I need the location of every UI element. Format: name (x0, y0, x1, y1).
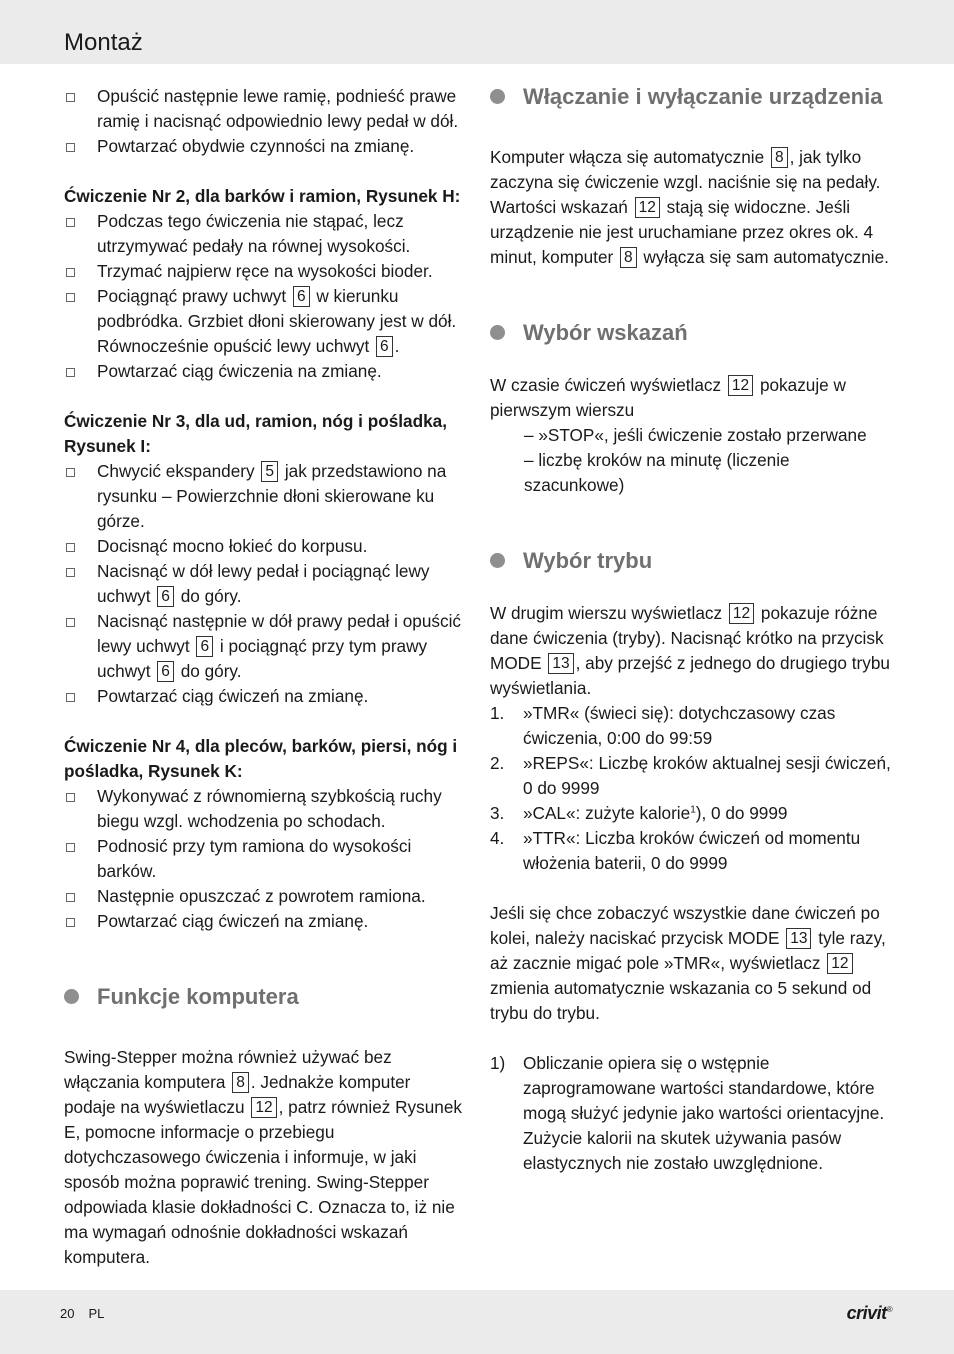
list-item (490, 751, 894, 801)
item-number: 3. (490, 803, 505, 823)
brand-logo: crivit® (846, 1303, 892, 1323)
part-ref-box: 6 (157, 586, 174, 607)
text: W czasie ćwiczeń wyświetlacz (490, 375, 722, 395)
page-number: 20 (60, 1306, 75, 1321)
list-item (490, 801, 894, 826)
text: zmienia automatycznie wskazania co 5 sekund od trybu do trybu. (490, 978, 872, 1023)
bullet-dot-icon (490, 325, 505, 340)
part-ref-box: 13 (786, 928, 811, 949)
text: pokazuje różne dane ćwiczenia (tryby). Nacisnąć krótko na przycisk MODE (490, 603, 884, 673)
text: . Jednakże komputer podaje na wyświetlaczu (64, 1072, 411, 1117)
list-item (490, 701, 894, 751)
text: »TMR« (świeci się): dotychczasowy czas ćwiczenia, 0:00 do 99:59 (523, 703, 836, 748)
exercise-2-heading: Ćwiczenie Nr 2, dla barków i ramion, Rysunek H: (64, 186, 461, 206)
exercise-4-heading: Ćwiczenie Nr 4, dla pleców, barków, piersi, nóg i pośladka, Rysunek K: (64, 736, 458, 781)
heading-text: Funkcje komputera (97, 984, 299, 1009)
text: Pociągnąć prawy uchwyt (97, 286, 287, 306)
text: , aby przejść z jednego do drugiego trybu wyświetlania. (490, 653, 890, 698)
paragraph (490, 145, 894, 270)
section-heading-funkcje (64, 984, 466, 1009)
exercise-3-heading: Ćwiczenie Nr 3, dla ud, ramion, nóg i pośladka, Rysunek I: (64, 411, 447, 456)
text: . (394, 336, 400, 356)
part-ref-box: 13 (548, 653, 573, 674)
text: Nacisnąć następnie w dół prawy pedał i opuścić lewy uchwyt (97, 611, 462, 656)
list-item: Trzymać najpierw ręce na wysokości bioder. (64, 259, 466, 284)
list-item: Opuścić następnie lewe ramię, podnieść prawe ramię i nacisnąć odpowiednio lewy pedał w dół. (64, 84, 466, 134)
part-ref-box: 12 (635, 197, 660, 218)
footer-band (0, 1290, 954, 1354)
text: Jeśli się chce zobaczyć wszystkie dane ćwiczeń po kolei, należy naciskać przycisk MODE (490, 903, 880, 948)
exercise-3-list (64, 459, 466, 709)
part-ref-box: 12 (728, 375, 753, 396)
part-ref-box: 6 (376, 336, 393, 357)
list-item (490, 1051, 894, 1176)
header-band (0, 0, 954, 64)
text: , jak tylko zaczyna się ćwiczenie wzgl. naciśnie się na pedały. Wartości wskazań (490, 147, 881, 217)
part-ref-box: 6 (157, 661, 174, 682)
section-heading-wybor-trybu (490, 548, 894, 573)
text: tyle razy, aż zacznie migać pole »TMR«, wyświetlacz (490, 928, 886, 973)
list-item: Podnosić przy tym ramiona do wysokości barków. (64, 834, 466, 884)
text: i pociągnąć przy tym prawy uchwyt (97, 636, 428, 681)
paragraph (64, 1045, 466, 1270)
exercise-4-list (64, 784, 466, 934)
text: ), 0 do 9999 (695, 803, 788, 823)
text: »CAL«: zużyte kalorie (523, 803, 691, 823)
paragraph (490, 601, 894, 701)
text: do góry. (180, 661, 242, 681)
part-ref-box: 8 (771, 147, 788, 168)
text: stają się widoczne. Jeśli urządzenie nie jest uruchamiane przez okres ok. 4 minut, komputer (490, 197, 874, 267)
item-number: 4. (490, 828, 505, 848)
part-ref-box: 12 (729, 603, 754, 624)
paragraph (490, 373, 894, 423)
section-heading-wlaczanie (490, 84, 894, 109)
left-column (64, 84, 466, 1270)
item-number: 2. (490, 753, 505, 773)
bullet-dot-icon (490, 553, 505, 568)
list-item (64, 284, 466, 359)
language-code: PL (88, 1306, 105, 1321)
part-ref-box: 6 (293, 286, 310, 307)
intro-bullet-list (64, 84, 466, 159)
text: »REPS«: Liczbę kroków aktualnej sesji ćwiczeń, 0 do 9999 (523, 753, 891, 798)
bullet-dot-icon (490, 89, 505, 104)
text: pokazuje w pierwszym wierszu (490, 375, 846, 420)
paragraph (490, 901, 894, 1026)
list-item: Podczas tego ćwiczenia nie stąpać, lecz utrzymywać pedały na równej wysokości. (64, 209, 466, 259)
text: Swing-Stepper można również używać bez włączania komputera (64, 1047, 392, 1092)
footer-page-info (60, 1306, 104, 1321)
part-ref-box: 12 (251, 1097, 276, 1118)
text: Nacisnąć w dół lewy pedał i pociągnąć lewy uchwyt (97, 561, 430, 606)
list-item: Powtarzać ciąg ćwiczenia na zmianę. (64, 359, 466, 384)
footnote (490, 1051, 894, 1176)
text: »TTR«: Liczba kroków ćwiczeń od momentu włożenia baterii, 0 do 9999 (523, 828, 861, 873)
list-item: Powtarzać ciąg ćwiczeń na zmianę. (64, 684, 466, 709)
list-item: Następnie opuszczać z powrotem ramiona. (64, 884, 466, 909)
bullet-dot-icon (64, 989, 79, 1004)
heading-text: Wybór wskazań (523, 320, 688, 345)
list-item: Wykonywać z równomierną szybkością ruchy biegu wzgl. wchodzenia po schodach. (64, 784, 466, 834)
text: Chwycić ekspandery (97, 461, 255, 481)
footnote-marker: 1 (690, 804, 696, 816)
list-item (64, 559, 466, 609)
part-ref-box: 6 (196, 636, 213, 657)
text: wyłącza się sam automatycznie. (643, 247, 889, 267)
footnote-text: Obliczanie opiera się o wstępnie zaprogramowane wartości standardowe, które mogą służyć jedynie jako wartości orientacyjne. Zużycie kalorii na skutek używania pasów elastycznych nie zostało uwzględnione. (523, 1053, 885, 1173)
display-first-row-list (490, 423, 894, 498)
page-title: Montaż (64, 29, 143, 56)
list-item: Powtarzać ciąg ćwiczeń na zmianę. (64, 909, 466, 934)
text: , patrz również Rysunek E, pomocne informacje o przebiegu dotychczasowego ćwiczenia i informuje, w jaki sposób można poprawić trening. Swing-Stepper odpowiada klasie dokładności C. Oznacza to, iż nie ma wymagań odnośnie dokładności wskazań komputera. (64, 1097, 463, 1267)
list-item: – liczbę kroków na minutę (liczenie szacunkowe) (524, 450, 790, 495)
heading-text: Wybór trybu (523, 548, 653, 573)
part-ref-box: 8 (232, 1072, 249, 1093)
list-item: Docisnąć mocno łokieć do korpusu. (64, 534, 466, 559)
text: jak przedstawiono na rysunku – Powierzchnie dłoni skierowane ku górze. (97, 461, 447, 531)
section-heading-wybor-wskazan (490, 320, 894, 345)
exercise-2-list (64, 209, 466, 384)
footnote-number: 1) (490, 1053, 506, 1073)
list-item (64, 609, 466, 684)
part-ref-box: 12 (827, 953, 852, 974)
text: W drugim wierszu wyświetlacz (490, 603, 723, 623)
part-ref-box: 5 (261, 461, 278, 482)
item-number: 1. (490, 703, 505, 723)
list-item: Powtarzać obydwie czynności na zmianę. (64, 134, 466, 159)
heading-text: Włączanie i wyłączanie urządzenia (523, 84, 883, 109)
part-ref-box: 8 (620, 247, 637, 268)
text: w kierunku podbródka. Grzbiet dłoni skierowany jest w dół. Równocześnie opuścić lewy uchwyt (97, 286, 457, 356)
right-column (490, 84, 894, 1176)
list-item (490, 826, 894, 876)
list-item (64, 459, 466, 534)
text: do góry. (180, 586, 242, 606)
list-item: – »STOP«, jeśli ćwiczenie zostało przerwane (524, 425, 867, 445)
mode-list (490, 701, 894, 876)
text: Komputer włącza się automatycznie (490, 147, 765, 167)
